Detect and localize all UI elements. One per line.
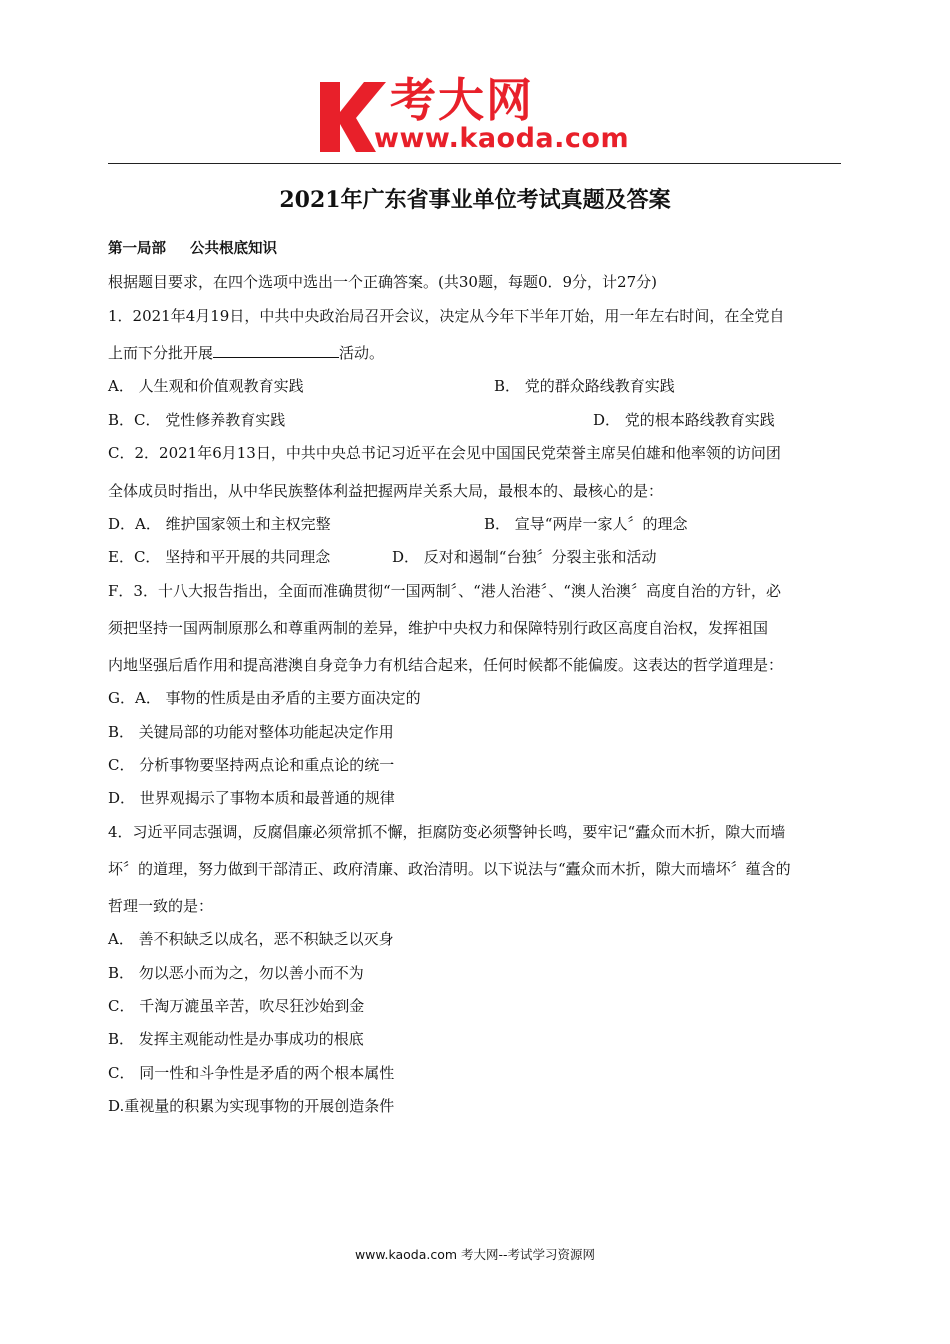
page-title: 2021年广东省事业单位考试真题及答案 <box>279 187 671 213</box>
q3-option-c: C． 分析事物要坚持两点论和重点论的统一 <box>108 756 395 774</box>
q4-line-2: 坏〞的道理，努力做到干部清正、政府清廉、政治清明。以下说法与“蠹众而木折，隙大而墙坏〞蕴含的 <box>108 860 791 878</box>
q1-stem-pre: 上而下分批开展 <box>108 344 214 362</box>
logo-url-text: www.kaoda.com <box>374 123 630 154</box>
q2-option-c: E．C． 坚持和平开展的共同理念 <box>108 548 331 566</box>
q2-option-d: D． 反对和遏制“台独〞分裂主张和活动 <box>392 548 657 566</box>
q4-option-d: B． 发挥主观能动性是办事成功的根底 <box>108 1030 364 1048</box>
q4-option-b: B． 勿以恶小而为之，勿以善小而不为 <box>108 964 364 982</box>
q3-option-d: D． 世界观揭示了事物本质和最普通的规律 <box>108 789 395 807</box>
q3-line-3: 内地坚强后盾作用和提高港澳自身竞争力有机结合起来，任何时候都不能偏废。这表达的哲学道理是： <box>108 656 784 674</box>
q4-option-e: C． 同一性和斗争性是矛盾的两个根本属性 <box>108 1064 395 1082</box>
q1-option-c: B．C． 党性修养教育实践 <box>108 411 286 429</box>
q2-line-2: 全体成员时指出，从中华民族整体利益把握两岸关系大局，最根本的、最核心的是： <box>108 482 664 500</box>
page-footer: www.kaoda.com 考大网--考试学习资源网 <box>354 1247 596 1262</box>
q3-line-1: F．3．十八大报告指出，全面而准确贯彻“一国两制〞、“港人治港〞、“澳人治澳〞高度自治的方针，必 <box>108 582 781 600</box>
header-divider <box>108 163 841 164</box>
q1-stem-post: 活动。 <box>339 344 385 362</box>
q4-option-a: A． 善不积缺乏以成名，恶不积缺乏以灭身 <box>108 930 394 948</box>
q4-line-1: 4．习近平同志强调，反腐倡廉必须常抓不懈，拒腐防变必须警钟长鸣，要牢记“蠹众而木折，隙大而墙 <box>108 823 786 841</box>
q1-option-b: B． 党的群众路线教育实践 <box>494 377 675 395</box>
q2-option-b: B． 宣导“两岸一家人〞的理念 <box>484 515 688 533</box>
instructions: 根据题目要求，在四个选项中选出一个正确答案。(共30题，每题0．9分，计27分) <box>108 273 657 291</box>
q1-option-a: A． 人生观和价值观教育实践 <box>108 377 304 395</box>
q4-option-c: C． 千淘万漉虽辛苦，吹尽狂沙始到金 <box>108 997 365 1015</box>
q3-line-2: 须把坚持一国两制原那么和尊重两制的差异，维护中央权力和保障特别行政区高度自治权，发挥祖国 <box>108 619 769 637</box>
q4-option-f: D.重视量的积累为实现事物的开展创造条件 <box>108 1097 395 1115</box>
kaoda-logo <box>318 73 648 160</box>
section-part: 第一局部 <box>108 241 166 257</box>
q4-line-3: 哲理一致的是： <box>108 897 214 915</box>
section-heading <box>108 238 277 260</box>
q3-option-a: G．A． 事物的性质是由矛盾的主要方面决定的 <box>108 689 421 707</box>
q1-line-2 <box>108 342 384 364</box>
q1-line-1: 1．2021年4月19日，中共中央政治局召开会议，决定从今年下半年丌始，用一年左右时间，在全党自 <box>108 307 785 325</box>
logo-brand-text: 考大网 <box>390 73 534 127</box>
q2-line-1: C．2．2021年6月13日，中共中央总书记习近平在会见中国国民党荣誉主席吴伯雄和他率领的访问团 <box>108 444 781 462</box>
q2-option-a: D．A． 维护国家领土和主权完整 <box>108 515 331 533</box>
q1-option-d: D． 党的根本路线教育实践 <box>593 411 775 429</box>
answer-blank <box>213 343 339 358</box>
section-name: 公共根底知识 <box>190 241 277 257</box>
q3-option-b: B． 关键局部的功能对整体功能起决定作用 <box>108 723 394 741</box>
